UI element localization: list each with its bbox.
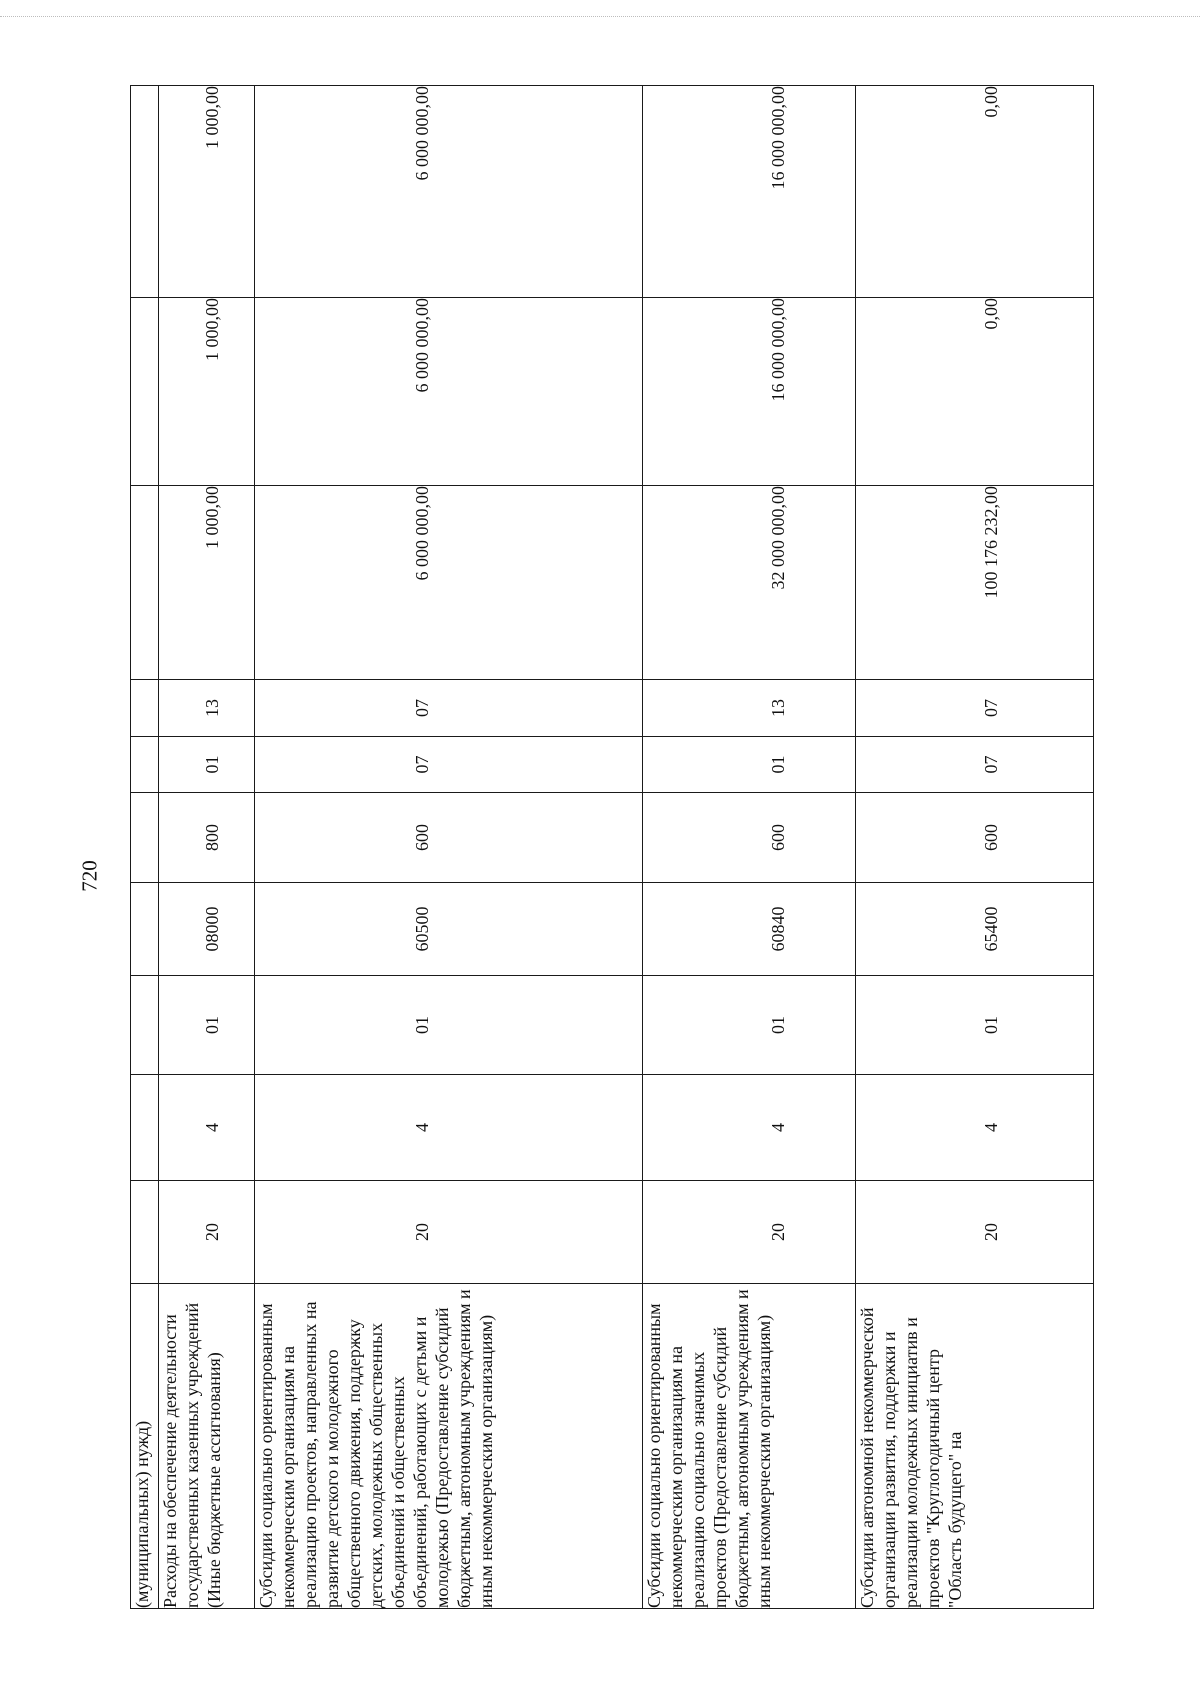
cell-col2: 4 <box>643 1075 856 1181</box>
cell-col4 <box>131 883 159 976</box>
cell-amount-3 <box>131 86 159 298</box>
cell-amount-2: 16 000 000,00 <box>643 298 856 486</box>
row-name: Субсидии автономной некоммерческой организации развития, поддержки и реализации молодежных инициатив и проектов "Круглогодичный центр "Область будущего" на <box>856 1284 1094 1609</box>
cell-col2: 4 <box>159 1075 255 1181</box>
cell-col1: 20 <box>856 1181 1094 1284</box>
cell-col3: 01 <box>856 976 1094 1075</box>
table-row <box>131 86 159 1609</box>
table-row <box>856 86 1094 1609</box>
cell-amount-3: 6 000 000,00 <box>255 86 643 298</box>
cell-col7: 13 <box>159 680 255 737</box>
cell-col3: 01 <box>643 976 856 1075</box>
cell-col1: 20 <box>643 1181 856 1284</box>
cell-col5: 600 <box>856 793 1094 883</box>
cell-col2: 4 <box>856 1075 1094 1181</box>
cell-col4: 65400 <box>856 883 1094 976</box>
cell-col6: 07 <box>255 737 643 793</box>
cell-col4: 08000 <box>159 883 255 976</box>
cell-col1 <box>131 1181 159 1284</box>
cell-amount-3: 1 000,00 <box>159 86 255 298</box>
row-name: (муниципальных) нужд) <box>131 1284 159 1609</box>
cell-col3: 01 <box>255 976 643 1075</box>
cell-col5 <box>131 793 159 883</box>
cell-col6: 01 <box>159 737 255 793</box>
cell-amount-2 <box>131 298 159 486</box>
table-row <box>159 86 255 1609</box>
cell-amount-1 <box>131 486 159 680</box>
cell-col6: 01 <box>643 737 856 793</box>
cell-amount-2: 1 000,00 <box>159 298 255 486</box>
cell-col6 <box>131 737 159 793</box>
rotated-table-container <box>130 86 1093 1609</box>
budget-table <box>130 85 1094 1609</box>
cell-amount-2: 0,00 <box>856 298 1094 486</box>
row-name: Расходы на обеспечение деятельности государственных казенных учреждений (Иные бюджетные ассигнования) <box>159 1284 255 1609</box>
cell-col5: 600 <box>255 793 643 883</box>
table-row <box>643 86 856 1609</box>
cell-col1: 20 <box>159 1181 255 1284</box>
cell-col2: 4 <box>255 1075 643 1181</box>
cell-col1: 20 <box>255 1181 643 1284</box>
cell-col3: 01 <box>159 976 255 1075</box>
cell-amount-1: 6 000 000,00 <box>255 486 643 680</box>
cell-col7: 07 <box>856 680 1094 737</box>
cell-amount-2: 6 000 000,00 <box>255 298 643 486</box>
page-number: 720 <box>77 860 102 892</box>
cell-col5: 800 <box>159 793 255 883</box>
cell-col5: 600 <box>643 793 856 883</box>
cell-amount-1: 1 000,00 <box>159 486 255 680</box>
cell-amount-3: 0,00 <box>856 86 1094 298</box>
cell-col4: 60840 <box>643 883 856 976</box>
row-name: Субсидии социально ориентированным некоммерческим организациям на реализацию социально значимых проектов (Предоставление субсидий бюджетным, автономным учреждениям и иным некоммерческим организациям) <box>643 1284 856 1609</box>
cell-col7: 13 <box>643 680 856 737</box>
row-name: Субсидии социально ориентированным некоммерческим организациям на реализацию проектов, направленных на развитие детского и молодежного общественного движения, поддержку детских, молодежных общественных объединений и общественных объединений, работающих с детьми и молодежью (Предоставление субсидий бюджетным, автономным учреждениям и иным некоммерческим организациям) <box>255 1284 643 1609</box>
table-row <box>255 86 643 1609</box>
cell-amount-1: 100 176 232,00 <box>856 486 1094 680</box>
cell-col3 <box>131 976 159 1075</box>
cell-col4: 60500 <box>255 883 643 976</box>
scan-edge-line <box>0 16 1200 17</box>
cell-col2 <box>131 1075 159 1181</box>
cell-amount-1: 32 000 000,00 <box>643 486 856 680</box>
cell-col7 <box>131 680 159 737</box>
cell-amount-3: 16 000 000,00 <box>643 86 856 298</box>
cell-col6: 07 <box>856 737 1094 793</box>
cell-col7: 07 <box>255 680 643 737</box>
